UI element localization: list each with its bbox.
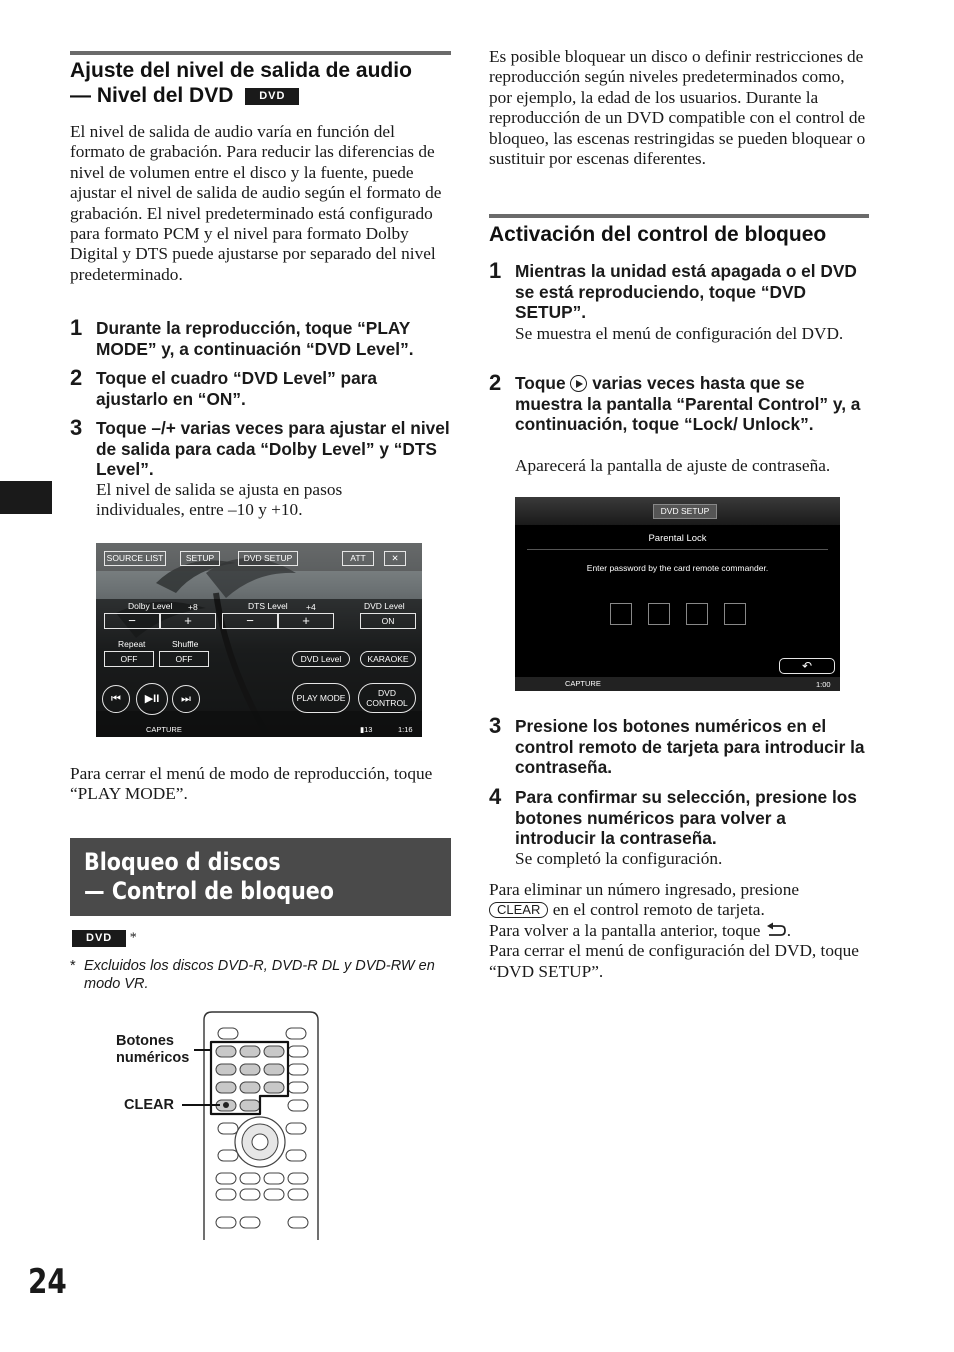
dts-level-label: DTS Level bbox=[248, 601, 288, 611]
return-arrow-icon bbox=[765, 922, 787, 938]
step-text: Toque –/+ varias veces para ajustar el nivel de salida para cada “Dolby Level” y “DTS Level”. bbox=[96, 418, 450, 479]
step-number: 3 bbox=[489, 713, 502, 738]
dvd-badge: DVD bbox=[72, 930, 126, 947]
dolby-level-value: +8 bbox=[188, 602, 198, 612]
section-title-lock: Activación del control de bloqueo bbox=[489, 223, 827, 246]
screen-title: Parental Lock bbox=[648, 533, 707, 544]
step-number: 1 bbox=[70, 315, 83, 340]
banner-title: Bloqueo d discos — Control de bloqueo bbox=[84, 848, 334, 905]
close-icon[interactable]: ✕ bbox=[384, 551, 406, 566]
step-text: Para confirmar su selección, presione los botones numéricos para volver a introducir la contraseña. bbox=[515, 787, 857, 848]
password-digit-box[interactable] bbox=[724, 603, 746, 625]
next-icon[interactable]: ⏭ bbox=[172, 685, 200, 713]
closing-paragraph: Para cerrar el menú de modo de reproducción, toque “PLAY MODE”. bbox=[70, 764, 433, 804]
track-indicator: ▮13 bbox=[360, 725, 373, 734]
status-bar bbox=[515, 677, 840, 691]
notes-paragraph: Para eliminar un número ingresado, presione CLEAR en el control remoto de tarjeta. Para volver a la pantalla anterior, toque . Para cerrar el menú de configuración del DVD, toque “DVD SETUP”. bbox=[489, 880, 859, 981]
capture-label: CAPTURE bbox=[146, 725, 182, 734]
section-rule bbox=[70, 51, 451, 55]
step-number: 2 bbox=[489, 370, 502, 395]
step-number: 3 bbox=[70, 415, 83, 440]
dolby-plus-button[interactable]: + bbox=[160, 613, 216, 629]
play-mode-button[interactable]: PLAY MODE bbox=[292, 683, 350, 713]
dolby-minus-button[interactable]: − bbox=[104, 613, 160, 629]
section-title-audio-level: Ajuste del nivel de salida de audio — Nivel del DVD DVD bbox=[70, 59, 412, 107]
step-text: Toque varias veces hasta que se muestra la pantalla “Parental Control” y, a continuación, toque “Lock/ Unlock”. bbox=[515, 373, 861, 434]
dts-plus-button[interactable]: + bbox=[278, 613, 334, 629]
play-pause-icon[interactable]: ▶II bbox=[136, 683, 168, 715]
page-edge-tab bbox=[0, 481, 52, 514]
intro-paragraph: El nivel de salida de audio varía en función del formato de grabación. Para reducir las diferencias de nivel de volumen entre el disco y la fuente, puede ajustar el nivel de salida de audio según el formato de grabación. El nivel predeterminado está configurado para formato PCM y el nivel para formato Dolby Digital y DTS puede ajustarse por separado del nivel predeterminado. bbox=[70, 122, 442, 284]
clear-key-icon: CLEAR bbox=[489, 902, 548, 918]
page-number: 24 bbox=[28, 1262, 67, 1302]
right-intro-paragraph: Es posible bloquear un disco o definir restricciones de reproducción según niveles predeterminados como, por ejemplo, la edad de los usuarios. Durante la reproducción de un DVD compatible con el control de bloqueo, las escenas restringidas se pueden bloquear o sustituir por escenas diferentes. bbox=[489, 47, 866, 169]
dvd-badge-line: DVD * bbox=[72, 930, 137, 947]
step-note: Se muestra el menú de configuración del DVD. bbox=[515, 324, 844, 343]
tab-dvd-setup[interactable]: DVD SETUP bbox=[653, 504, 717, 519]
section-banner bbox=[70, 838, 451, 916]
dvd-control-button[interactable]: DVD CONTROL bbox=[358, 683, 416, 713]
step-text: Toque el cuadro “DVD Level” para ajustarlo en “ON”. bbox=[96, 368, 378, 409]
section-rule bbox=[489, 214, 869, 218]
step-text: Mientras la unidad está apagada o el DVD se está reproduciendo, toque “DVD SETUP”. bbox=[515, 261, 857, 322]
step-note: Aparecerá la pantalla de ajuste de contraseña. bbox=[515, 456, 831, 475]
password-digit-box[interactable] bbox=[686, 603, 708, 625]
repeat-toggle[interactable]: OFF bbox=[104, 651, 154, 667]
att-button[interactable]: ATT bbox=[342, 551, 374, 566]
numeric-buttons-label: Botones numéricos bbox=[116, 1033, 190, 1066]
elapsed-time: 1:00 bbox=[816, 680, 831, 689]
password-digit-box[interactable] bbox=[648, 603, 670, 625]
play-arrow-icon bbox=[570, 375, 587, 392]
tab-source-list[interactable]: SOURCE LIST bbox=[104, 551, 166, 566]
step-note: El nivel de salida se ajusta en pasos individuales, entre –10 y +10. bbox=[96, 480, 343, 520]
clear-label: CLEAR bbox=[124, 1097, 174, 1113]
footnote: * Excluidos los discos DVD-R, DVD-R DL y DVD-RW en modo VR. bbox=[70, 958, 435, 992]
back-icon[interactable]: ↶ bbox=[779, 658, 835, 674]
repeat-label: Repeat bbox=[118, 639, 146, 649]
step-number: 2 bbox=[70, 365, 83, 390]
dvd-level-toggle[interactable]: ON bbox=[360, 613, 416, 629]
step-note: Se completó la configuración. bbox=[515, 849, 723, 868]
parental-lock-screenshot bbox=[515, 497, 840, 691]
play-mode-screenshot bbox=[96, 543, 422, 737]
password-prompt: Enter password by the card remote commander. bbox=[586, 563, 769, 573]
tab-setup[interactable]: SETUP bbox=[180, 551, 220, 566]
step-text: Presione los botones numéricos en el control remoto de tarjeta para introducir la contraseña. bbox=[515, 716, 865, 777]
dvd-level-button[interactable]: DVD Level bbox=[292, 651, 350, 667]
step-text: Durante la reproducción, toque “PLAY MODE” y, a continuación “DVD Level”. bbox=[96, 318, 414, 359]
dolby-level-label: Dolby Level bbox=[128, 601, 173, 611]
shuffle-toggle[interactable]: OFF bbox=[159, 651, 209, 667]
shuffle-label: Shuffle bbox=[172, 639, 199, 649]
tab-dvd-setup[interactable]: DVD SETUP bbox=[238, 551, 298, 566]
dts-level-value: +4 bbox=[306, 602, 316, 612]
dvd-level-label: DVD Level bbox=[364, 601, 405, 611]
step-number: 4 bbox=[489, 784, 502, 809]
step-number: 1 bbox=[489, 258, 502, 283]
dvd-badge: DVD bbox=[245, 88, 299, 105]
previous-icon[interactable]: ⏮ bbox=[102, 685, 130, 713]
dts-minus-button[interactable]: − bbox=[222, 613, 278, 629]
elapsed-time: 1:16 bbox=[398, 725, 413, 734]
capture-label: CAPTURE bbox=[565, 679, 601, 688]
karaoke-button[interactable]: KARAOKE bbox=[360, 651, 416, 667]
password-digit-box[interactable] bbox=[610, 603, 632, 625]
divider bbox=[527, 549, 828, 550]
